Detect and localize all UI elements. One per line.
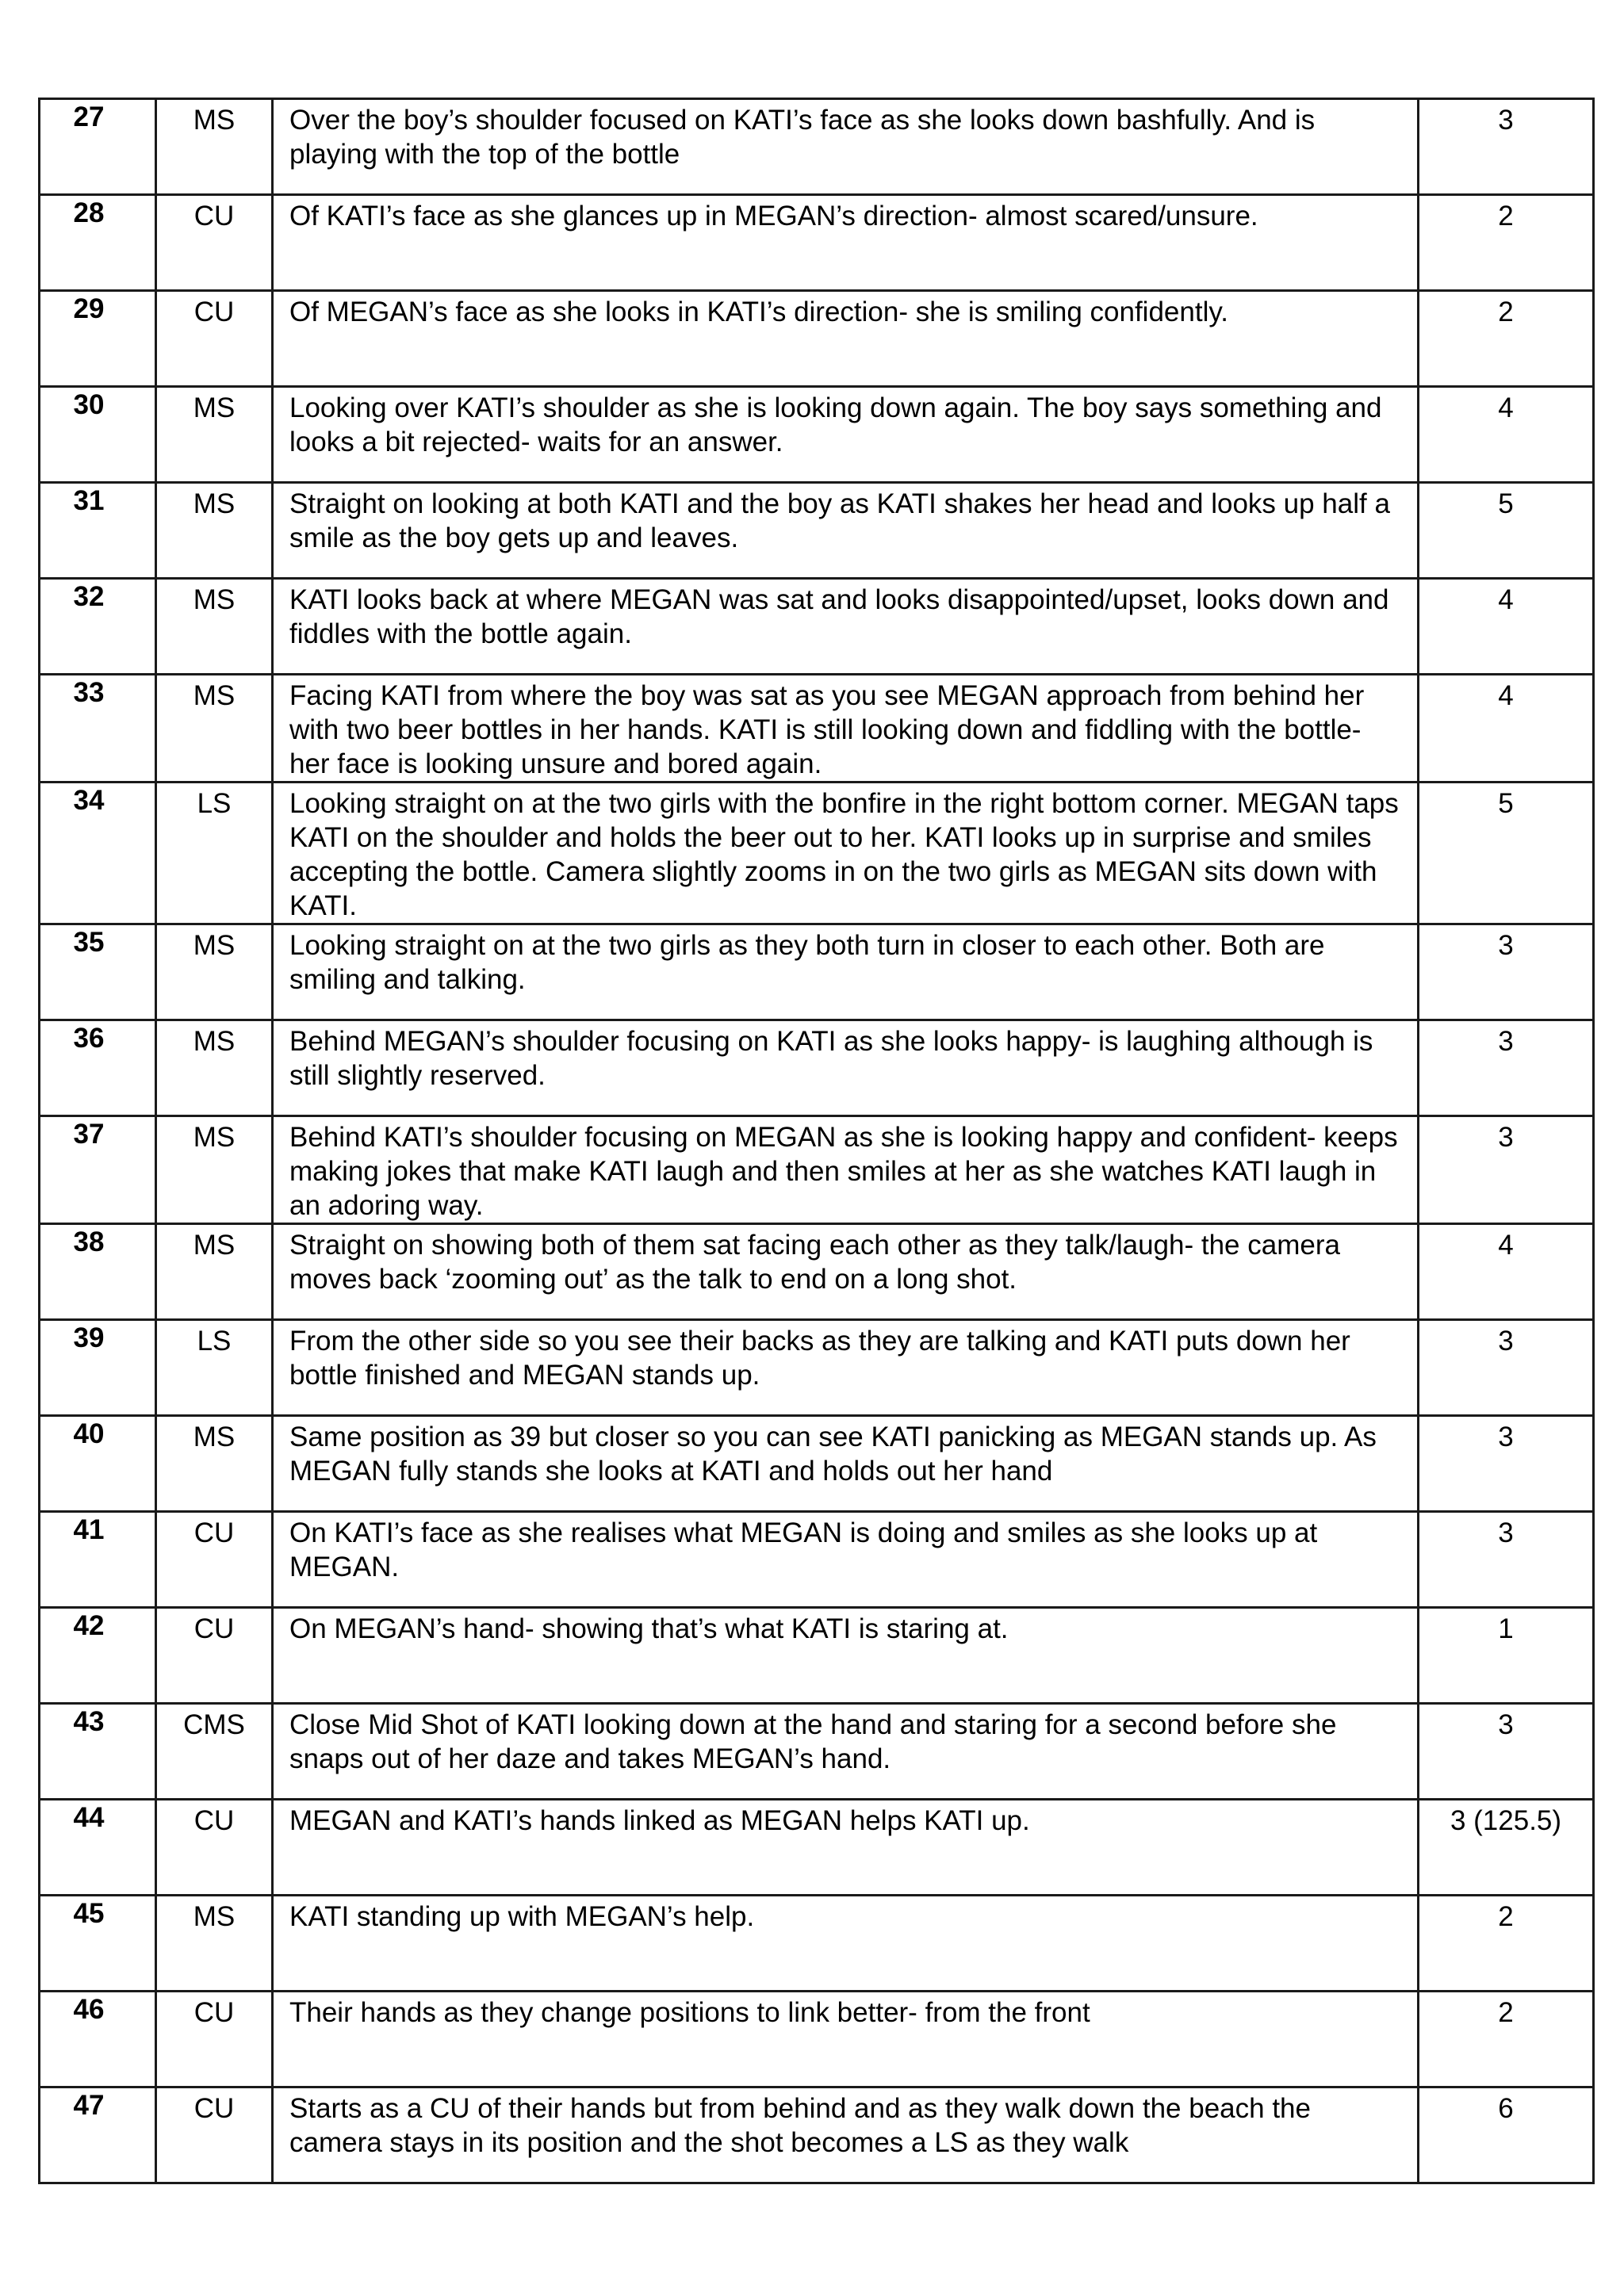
shot-type: CU (156, 195, 273, 291)
table-row (40, 924, 1594, 1020)
shot-duration: 4 (1419, 387, 1594, 483)
shot-number: 33 (40, 675, 156, 783)
shot-description: Behind KATI’s shoulder focusing on MEGAN as she is looking happy and confident- keeps making jokes that make KATI laugh and then smiles at her as she watches KATI laugh in an adoring way. (273, 1116, 1419, 1224)
shot-type: MS (156, 1896, 273, 1992)
shot-duration: 2 (1419, 195, 1594, 291)
shot-description: KATI standing up with MEGAN’s help. (273, 1896, 1419, 1992)
table-row (40, 1704, 1594, 1800)
shot-number: 36 (40, 1020, 156, 1116)
shot-number: 31 (40, 483, 156, 579)
shot-description: Looking straight on at the two girls as they both turn in closer to each other. Both are smiling and talking. (273, 924, 1419, 1020)
table-row (40, 291, 1594, 387)
shot-type: CU (156, 1608, 273, 1704)
shot-duration: 3 (1419, 1116, 1594, 1224)
shot-description: On KATI’s face as she realises what MEGAN is doing and smiles as she looks up at MEGAN. (273, 1512, 1419, 1608)
shot-list-page (38, 98, 1592, 2184)
shot-description: Of MEGAN’s face as she looks in KATI’s direction- she is smiling confidently. (273, 291, 1419, 387)
shot-duration: 3 (1419, 99, 1594, 195)
table-row (40, 579, 1594, 675)
shot-number: 29 (40, 291, 156, 387)
shot-number: 46 (40, 1992, 156, 2087)
shot-duration: 4 (1419, 675, 1594, 783)
shot-number: 35 (40, 924, 156, 1020)
shot-type: MS (156, 483, 273, 579)
shot-duration: 3 (1419, 1512, 1594, 1608)
shot-description: Over the boy’s shoulder focused on KATI’s face as she looks down bashfully. And is playing with the top of the bottle (273, 99, 1419, 195)
shot-description: Straight on showing both of them sat facing each other as they talk/laugh- the camera moves back ‘zooming out’ as the talk to end on a long shot. (273, 1224, 1419, 1320)
shot-type: MS (156, 387, 273, 483)
table-row (40, 2087, 1594, 2183)
shot-description: Same position as 39 but closer so you can see KATI panicking as MEGAN stands up. As MEGAN fully stands she looks at KATI and holds out her hand (273, 1416, 1419, 1512)
table-row (40, 1224, 1594, 1320)
shot-type: LS (156, 783, 273, 924)
shot-number: 45 (40, 1896, 156, 1992)
shot-duration: 3 (1419, 924, 1594, 1020)
table-row (40, 1800, 1594, 1896)
shot-duration: 6 (1419, 2087, 1594, 2183)
table-row (40, 675, 1594, 783)
shot-description: Facing KATI from where the boy was sat as you see MEGAN approach from behind her with two beer bottles in her hands. KATI is still looking down and fiddling with the bottle- her face is looking unsure and bored again. (273, 675, 1419, 783)
shot-number: 47 (40, 2087, 156, 2183)
shot-type: MS (156, 99, 273, 195)
shot-number: 40 (40, 1416, 156, 1512)
table-row (40, 783, 1594, 924)
shot-description: Starts as a CU of their hands but from behind and as they walk down the beach the camera stays in its position and the shot becomes a LS as they walk (273, 2087, 1419, 2183)
table-row (40, 1416, 1594, 1512)
shot-duration: 3 (1419, 1020, 1594, 1116)
shot-duration: 3 (1419, 1704, 1594, 1800)
shot-number: 27 (40, 99, 156, 195)
shot-number: 39 (40, 1320, 156, 1416)
shot-number: 30 (40, 387, 156, 483)
shot-type: CU (156, 2087, 273, 2183)
shot-duration: 4 (1419, 579, 1594, 675)
shot-number: 28 (40, 195, 156, 291)
shot-type: MS (156, 1020, 273, 1116)
shot-number: 32 (40, 579, 156, 675)
shot-type: CU (156, 1992, 273, 2087)
shot-type: MS (156, 1116, 273, 1224)
shot-type: CMS (156, 1704, 273, 1800)
shot-number: 42 (40, 1608, 156, 1704)
table-row (40, 387, 1594, 483)
shot-description: Looking straight on at the two girls with the bonfire in the right bottom corner. MEGAN taps KATI on the shoulder and holds the beer out to her. KATI looks up in surprise and smiles accepting the bottle. Camera slightly zooms in on the two girls as MEGAN sits down with KATI. (273, 783, 1419, 924)
shot-number: 38 (40, 1224, 156, 1320)
shot-description: From the other side so you see their backs as they are talking and KATI puts down her bottle finished and MEGAN stands up. (273, 1320, 1419, 1416)
shot-type: CU (156, 1800, 273, 1896)
shot-duration: 2 (1419, 1896, 1594, 1992)
shot-number: 44 (40, 1800, 156, 1896)
shot-duration: 5 (1419, 483, 1594, 579)
table-row (40, 1116, 1594, 1224)
shot-number: 41 (40, 1512, 156, 1608)
shot-duration: 3 (1419, 1416, 1594, 1512)
table-row (40, 1020, 1594, 1116)
shot-list-table (38, 98, 1595, 2184)
shot-type: CU (156, 291, 273, 387)
shot-duration: 2 (1419, 291, 1594, 387)
shot-description: Behind MEGAN’s shoulder focusing on KATI as she looks happy- is laughing although is still slightly reserved. (273, 1020, 1419, 1116)
shot-type: MS (156, 924, 273, 1020)
table-row (40, 1512, 1594, 1608)
table-row (40, 1608, 1594, 1704)
shot-type: LS (156, 1320, 273, 1416)
shot-description: MEGAN and KATI’s hands linked as MEGAN helps KATI up. (273, 1800, 1419, 1896)
shot-type: MS (156, 675, 273, 783)
shot-duration: 4 (1419, 1224, 1594, 1320)
shot-number: 43 (40, 1704, 156, 1800)
shot-duration: 3 (125.5) (1419, 1800, 1594, 1896)
shot-type: MS (156, 579, 273, 675)
shot-duration: 2 (1419, 1992, 1594, 2087)
table-row (40, 1992, 1594, 2087)
table-row (40, 1320, 1594, 1416)
table-row (40, 483, 1594, 579)
shot-duration: 1 (1419, 1608, 1594, 1704)
shot-description: Close Mid Shot of KATI looking down at the hand and staring for a second before she snaps out of her daze and takes MEGAN’s hand. (273, 1704, 1419, 1800)
shot-type: CU (156, 1512, 273, 1608)
table-row (40, 99, 1594, 195)
shot-duration: 3 (1419, 1320, 1594, 1416)
shot-type: MS (156, 1224, 273, 1320)
shot-duration: 5 (1419, 783, 1594, 924)
shot-number: 37 (40, 1116, 156, 1224)
shot-description: Of KATI’s face as she glances up in MEGAN’s direction- almost scared/unsure. (273, 195, 1419, 291)
table-row (40, 195, 1594, 291)
shot-description: Straight on looking at both KATI and the boy as KATI shakes her head and looks up half a smile as the boy gets up and leaves. (273, 483, 1419, 579)
shot-description: Their hands as they change positions to link better- from the front (273, 1992, 1419, 2087)
table-row (40, 1896, 1594, 1992)
shot-number: 34 (40, 783, 156, 924)
shot-description: KATI looks back at where MEGAN was sat and looks disappointed/upset, looks down and fiddles with the bottle again. (273, 579, 1419, 675)
shot-description: On MEGAN’s hand- showing that’s what KATI is staring at. (273, 1608, 1419, 1704)
shot-description: Looking over KATI’s shoulder as she is looking down again. The boy says something and looks a bit rejected- waits for an answer. (273, 387, 1419, 483)
shot-type: MS (156, 1416, 273, 1512)
